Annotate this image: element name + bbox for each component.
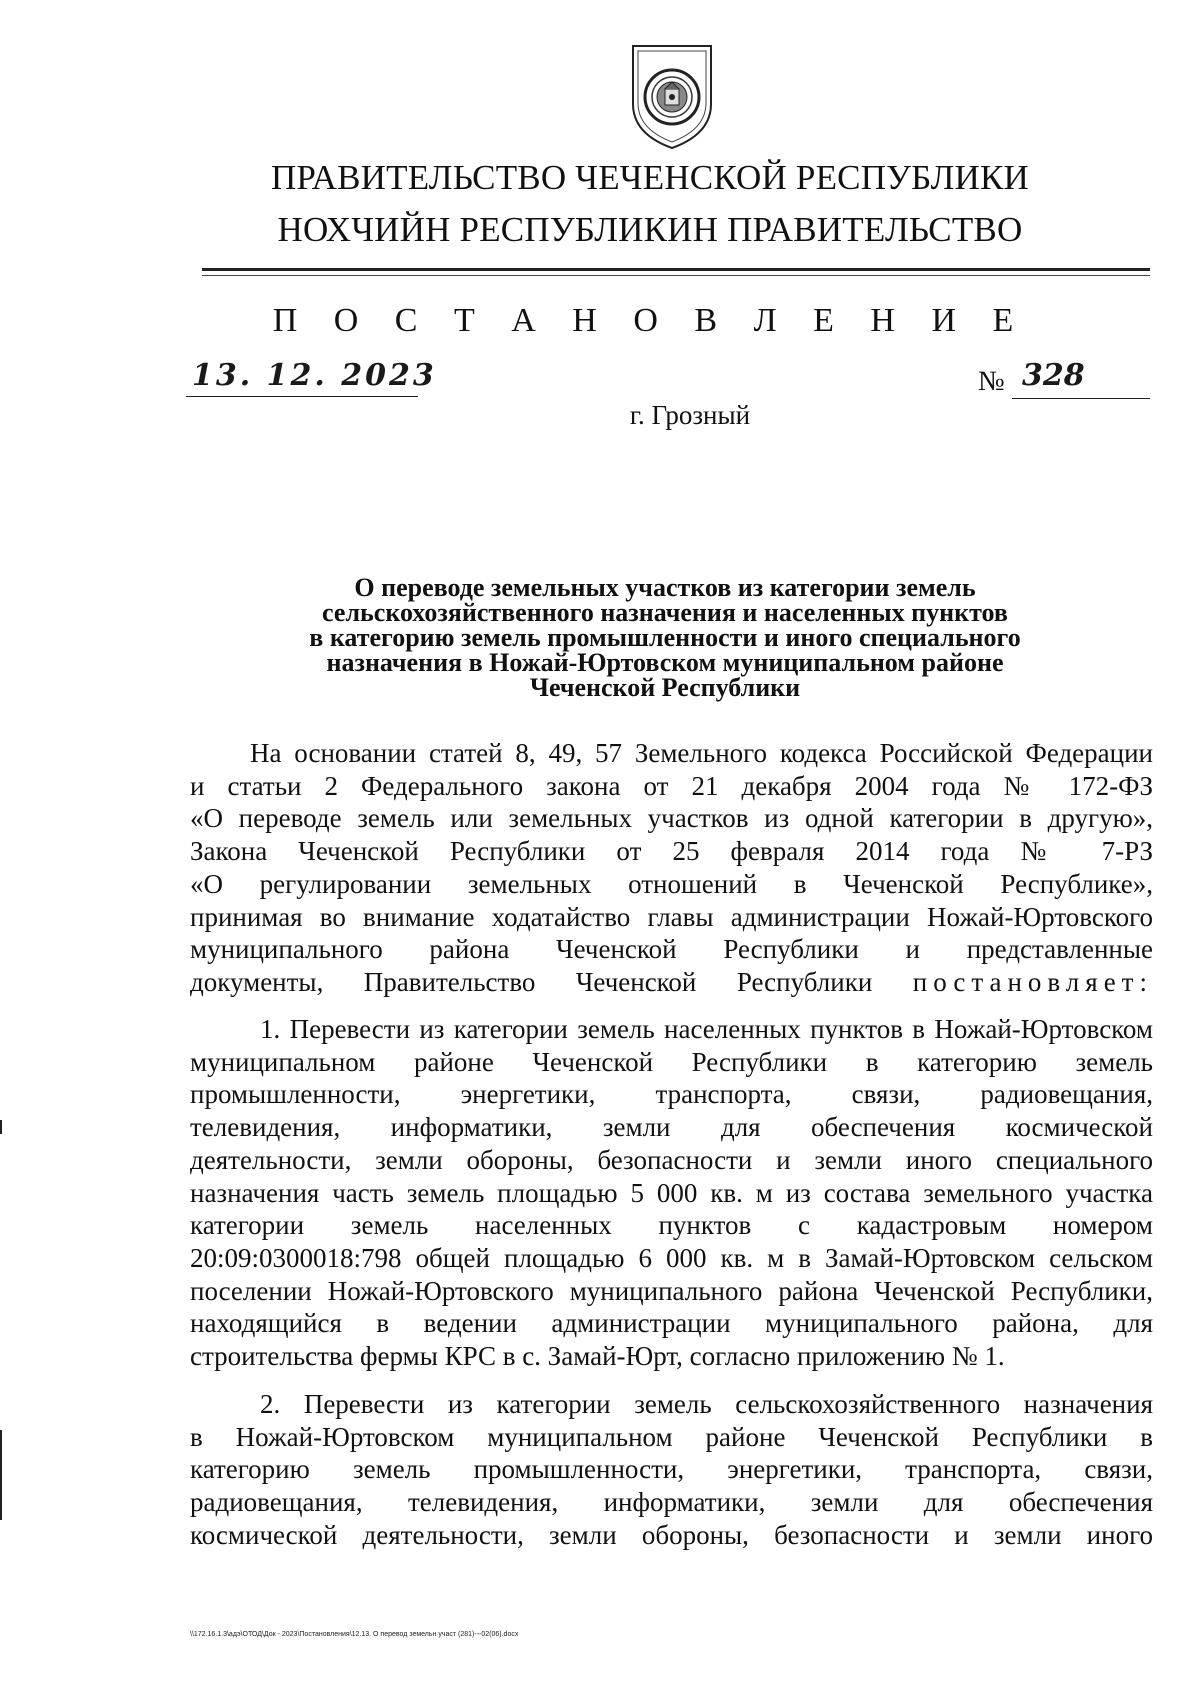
document-city: г. Грозный [629, 400, 751, 430]
title-line: назначения в Ножай-Юртовском муниципальном районе [326, 648, 1004, 677]
document-date: 13. 12. 2023 [192, 358, 437, 393]
coat-of-arms-icon [627, 42, 717, 152]
organization-name-chechen: НОХЧИЙН РЕСПУБЛИКИН ПРАВИТЕЛЬСТВО [277, 210, 1023, 249]
file-path-footer: \\172.16.1.3\адэ\ОТОД\Док - 2023\Постановления\12.13. О перевод земельн участ (281)---02(06).docx [190, 1631, 519, 1638]
text-fragment: документы, Правительство Чеченской Республики [190, 966, 873, 997]
text-line: категории земель населенных пунктов с кадастровым номером [190, 1210, 1153, 1241]
scan-edge-mark [0, 1120, 2, 1134]
text-line: в Ножай-Юртовском муниципальном районе Чеченской Республики в [190, 1421, 1153, 1452]
item-2-paragraph [190, 1388, 1153, 1552]
preamble-paragraph [190, 737, 1153, 999]
text-line: Закона Чеченской Республики от 25 февраля 2014 года № 7-РЗ [190, 836, 1153, 867]
header-divider-thick [202, 268, 1150, 271]
text-line: деятельности, земли обороны, безопасности и земли иного специального [190, 1144, 1153, 1175]
text-line: 20:09:0300018:798 общей площадью 6 000 кв. м в Замай-Юртовском сельском [190, 1242, 1153, 1273]
text-line: категорию земель промышленности, энергетики, транспорта, связи, [190, 1454, 1153, 1485]
text-line: На основании статей 8, 49, 57 Земельного кодекса Российской Федерации [250, 738, 1153, 768]
text-line: «О переводе земель или земельных участков из одной категории в другую», [190, 803, 1153, 834]
text-line: телевидения, информатики, земли для обеспечения космической [190, 1112, 1153, 1143]
text-line [190, 966, 1153, 999]
title-line: в категорию земель промышленности и иного специального [309, 623, 1021, 652]
text-line: промышленности, энергетики, транспорта, связи, радиовещания, [190, 1079, 1153, 1110]
document-number: 328 [1022, 358, 1085, 393]
scan-edge-mark [0, 1430, 2, 1520]
number-sign: № [978, 366, 1005, 397]
title-line: О переводе земельных участков из категории земель [354, 573, 976, 602]
text-line: назначения часть земель площадью 5 000 кв. м из состава земельного участка [190, 1177, 1153, 1208]
date-underline [186, 396, 418, 397]
text-line: муниципального района Чеченской Республики и представленные [190, 934, 1153, 965]
number-underline [1012, 398, 1150, 399]
item-1-paragraph [190, 1013, 1153, 1373]
header-divider-thin [202, 275, 1150, 276]
title-line: сельскохозяйственного назначения и населенных пунктов [322, 598, 1008, 627]
text-line: радиовещания, телевидения, информатики, земли для обеспечения [190, 1487, 1153, 1518]
text-line: строительства фермы КРС в с. Замай-Юрт, согласно приложению № 1. [190, 1341, 1005, 1372]
text-line: и статьи 2 Федерального закона от 21 декабря 2004 года № 172-ФЗ [190, 770, 1153, 801]
text-line: 1. Перевести из категории земель населенных пунктов в Ножай-Юртовском [260, 1014, 1153, 1044]
resolves-word: постановляет: [912, 966, 1153, 997]
text-line: поселении Ножай-Юртовского муниципального района Чеченской Республики, [190, 1275, 1153, 1306]
document-title [215, 575, 1115, 700]
text-line: находящийся в ведении администрации муниципального района, для [190, 1308, 1153, 1339]
text-line: 2. Перевести из категории земель сельскохозяйственного назначения [260, 1389, 1153, 1419]
text-line: космической деятельности, земли обороны, безопасности и земли иного [190, 1519, 1153, 1550]
text-line: принимая во внимание ходатайство главы администрации Ножай-Юртовского [190, 901, 1153, 932]
text-line: муниципальном районе Чеченской Республики в категорию земель [190, 1046, 1153, 1077]
text-line: «О регулировании земельных отношений в Чеченской Республике», [190, 868, 1153, 899]
organization-name-russian: ПРАВИТЕЛЬСТВО ЧЕЧЕНСКОЙ РЕСПУБЛИКИ [270, 158, 1030, 197]
title-line: Чеченской Республики [529, 673, 801, 702]
document-type: П О С Т А Н О В Л Е Н И Е [272, 302, 1028, 339]
